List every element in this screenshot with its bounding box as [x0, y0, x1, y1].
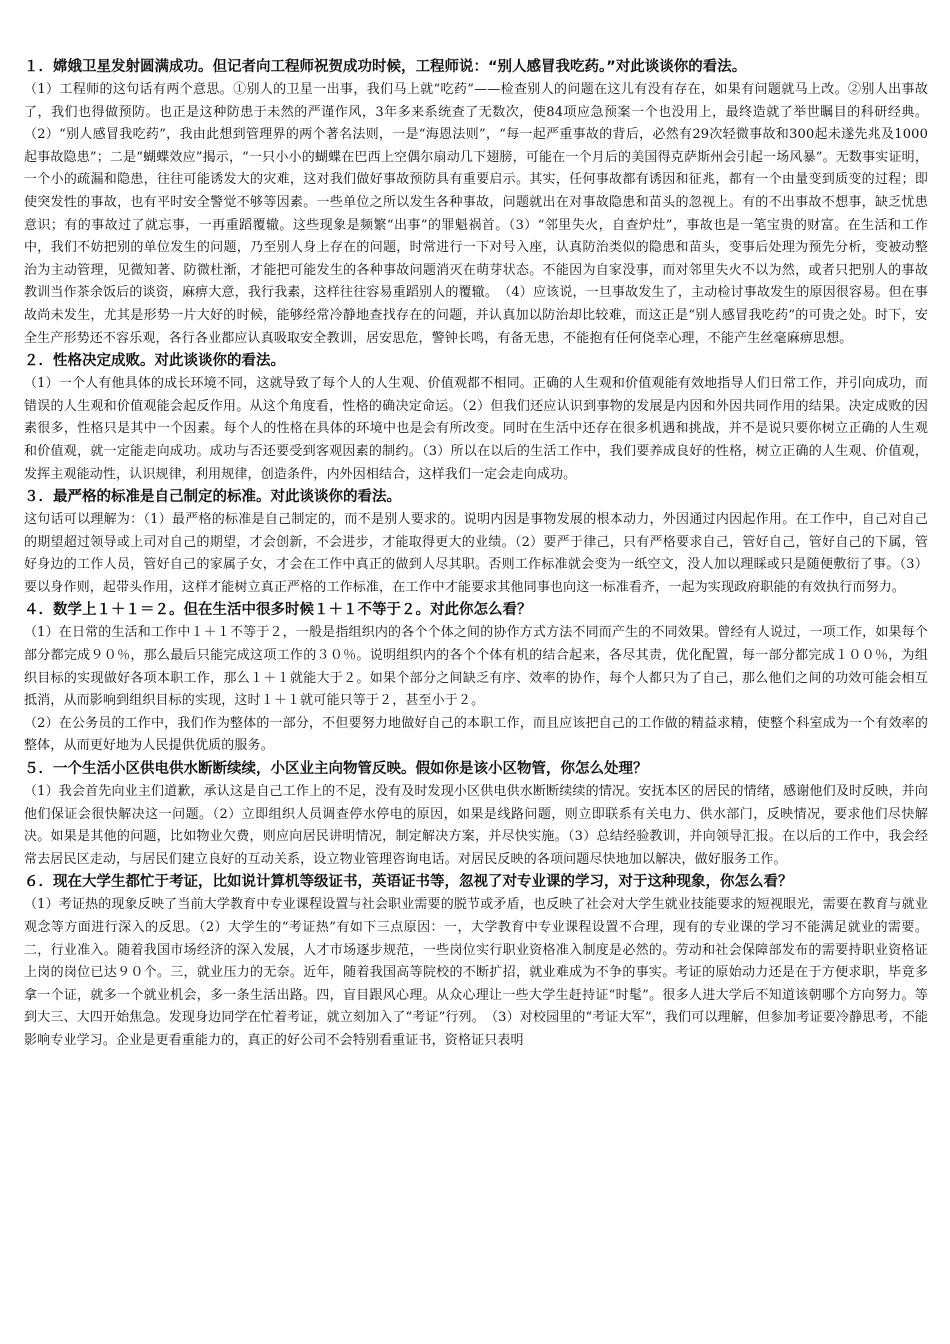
- document-body: [24, 56, 928, 1053]
- question-title: ６．现在大学生都忙于考证，比如说计算机等级证书，英语证书等，忽视了对专业课的学习，对于这种现象，你怎么看？: [24, 874, 793, 891]
- answer-paragraph: （1）考证热的现象反映了当前大学教育中专业课程设置与社会职业需要的脱节或矛盾，也反映了社会对大学生就业技能要求的短视眼光，需要在教育与就业观念等方面进行深入的反思。（2）大学生的“考证热”有如下三点原因：一，大学教育中专业课程设置不合理，现有的专业课的学习不能满足就业的需要。二，行业准入。随着我国市场经济的深入发展，人才市场逐步规范，一些岗位实行职业资格准入制度是必然的。劳动和社会保障部发布的需要持职业资格证上岗的岗位已达９０个。三，就业压力的无奈。近年，随着我国高等院校的不断扩招，就业难成为不争的事实。考证的原始动力还是在于方便求职，毕竟多拿一个证，就多一个就业机会，多一条生活出路。四，盲目跟风心理。从众心理让一些大学生赶持证“时髦”。很多人进大学后不知道该朝哪个方向努力。等到大三、大四开始焦急。发现身边同学在忙着考证，就立刻加入了“考证”行列。 （3）对校园里的“考证大军”，我们可以理解，但参加考证要冷静思考，不能影响专业学习。企业是更看重能力的，真正的好公司不会特别看重证书，资格证只表明: [24, 897, 928, 1048]
- question-section-4: [24, 599, 928, 758]
- answer-paragraph: （1）在日常的生活和工作中１＋１不等于２，一般是指组织内的各个个体之间的协作方式方法不同而产生的不同效果。曾经有人说过，一项工作，如果每个部分都完成９０％，那么最后只能完成这项工作的３０％。说明组织内的各个个体有机的结合起来，各尽其责，优化配置，每一部分都完成１００％，为组织目标的实现做好各项本职工作，那么１＋１就能大于２。如果个部分之间缺乏有序、效率的协作，每个人都只为了自己，那么他们之间的功效可能会相互抵消，从而影响到组织目标的实现，这时１＋１就可能只等于２，甚至小于２。: [24, 625, 928, 709]
- answer-paragraph: （2）在公务员的工作中，我们作为整体的一部分，不但要努力地做好自己的本职工作，而且应该把自己的工作做的精益求精，使整个科室成为一个有效率的整体，从而更好地为人民提供优质的服务。: [24, 715, 928, 754]
- question-title: ４．数学上１＋１＝２。但在生活中很多时候１＋１不等于２。对此你怎么看？: [24, 602, 532, 619]
- answer-paragraph: 这句话可以理解为：（1）最严格的标准是自己制定的，而不是别人要求的。说明内因是事物发展的根本动力，外因通过内因起作用。在工作中，自己对自己的期望超过领导或上司对自己的期望，才会创新，不会进步，才能取得更大的业绩。（2）要严于律己，只有严格要求自己，管好自己，管好自己的下属，管好身边的工作人员，管好自己的家属子女，才会在工作中真正的做到人尽其职。否则工作标准就会变为一纸空文，没人加以理睬或只是随便敷衍了事。（3）要以身作则，起带头作用，这样才能树立真正严格的工作标准，在工作中才能要求其他同事也向这一标准看齐，一起为实现政府职能的有效执行而努力。: [24, 512, 928, 595]
- question-section-1: [24, 56, 928, 350]
- question-section-5: [24, 758, 928, 871]
- answer-paragraph: （1）工程师的这句话有两个意思。①别人的卫星一出事，我们马上就“吃药”——检查别人的问题在这儿有没有存在，如果有问题就马上改。②别人出事故了，我们也得做预防。也正是这种防患于未然的严谨作风，3年多来系统查了无数次，使84项应急预案一个也没用上，最终造就了举世瞩目的科研经典。（2）“别人感冒我吃药”，我由此想到管理界的两个著名法则，一是“海恩法则”，“每一起严重事故的背后，必然有29次轻微事故和300起未遂先兆及1000起事故隐患”；二是“蝴蝶效应”揭示，“一只小小的蝴蝶在巴西上空偶尔扇动几下翅膀，可能在一个月后的美国得克萨斯州会引起一场风暴”。无数事实证明，一个小的疏漏和隐患，往往可能诱发大的灾难，这对我们做好事故预防具有重要启示。其实，任何事故都有诱因和征兆，都有一个由量变到质变的过程；即使突发性的事故，也有平时安全警觉不够等因素。一些单位之所以发生各种事故，问题就出在对事故隐患和苗头的忽视上。有的不出事故不想事，缺乏忧患意识；有的事故过了就忘事，一再重蹈覆辙。这些现象是频繁“出事”的罪魁祸首。（3）“邻里失火，自查炉灶”，事故也是一笔宝贵的财富。在生活和工作中，我们不妨把别的单位发生的问题，乃至别人身上存在的问题，时常进行一下对号入座，认真防治类似的隐患和苗头，变事后处理为预先分析，变被动整治为主动管理，见微知著、防微杜渐，才能把可能发生的各种事故问题消灭在萌芽状态。不能因为自家没事，而对邻里失火不以为然，或者只把别人的事故教训当作茶余饭后的谈资，麻痹大意，我行我素，这样往往容易重蹈别人的覆辙。 （4）应该说，一旦事故发生了，主动检讨事故发生的原因很容易。但在事故尚未发生，尤其是形势一片大好的时候，能够经常冷静地查找存在的问题，并认真加以防治却比较难，而这正是“别人感冒我吃药”的可贵之处。时下，安全生产形势还不容乐观，各行各业都应认真吸取安全教训，居安思危，警钟长鸣，有备无患，不能抱有任何侥幸心理，不能产生丝毫麻痹思想。: [24, 82, 928, 346]
- question-title: ５．一个生活小区供电供水断断续续，小区业主向物管反映。假如你是该小区物管，你怎么处理？: [24, 761, 648, 778]
- answer-paragraph: （1）我会首先向业主们道歉，承认这是自己工作上的不足，没有及时发现小区供电供水断断续续的情况。安抚本区的居民的情绪，感谢他们及时反映，并向他们保证会很快解决这一问题。（2）立即组织人员调查停水停电的原因，如果是线路问题，则立即联系有关电力、供水部门，反映情况，要求他们尽快解决。如果是其他的问题，比如物业欠费，则应向居民讲明情况，制定解决方案，并尽快实施。（3）总结经验教训，并向领导汇报。在以后的工作中，我会经常去居民区走动，与居民们建立良好的互动关系，设立物业管理咨询电话。对居民反映的各项问题尽快地加以解决，做好服务工作。: [24, 784, 928, 867]
- question-title: ３．最严格的标准是自己制定的标准。对此谈谈你的看法。: [24, 489, 401, 506]
- question-section-6: [24, 871, 928, 1052]
- question-title: １．嫦娥卫星发射圆满成功。但记者向工程师祝贺成功时候，工程师说：“别人感冒我吃药。”对此谈谈你的看法。: [24, 59, 747, 75]
- question-section-3: [24, 486, 928, 599]
- question-section-2: [24, 350, 928, 486]
- answer-paragraph: （1）一个人有他具体的成长环境不同，这就导致了每个人的人生观、价值观都不相同。正确的人生观和价值观能有效地指导人们日常工作，并引向成功，而错误的人生观和价值观能会起反作用。从这个角度看，性格的确决定命运。（2）但我们还应认识到事物的发展是内因和外因共同作用的结果。决定成败的因素很多，性格只是其中一个因素。每个人的性格在具体的环境中也是会有所改变。同时在生活中还存在很多机遇和挑战，并不是说只要你树立正确的人生观和价值观，就一定能走向成功。成功与否还要受到客观因素的制约。（3）所以在以后的生活工作中，我们要养成良好的性格，树立正确的人生观、价值观，发挥主观能动性，认识规律，利用规律，创造条件，内外因相结合，这样我们一定会走向成功。: [24, 376, 928, 482]
- question-title: ２．性格决定成败。对此谈谈你的看法。: [24, 353, 285, 370]
